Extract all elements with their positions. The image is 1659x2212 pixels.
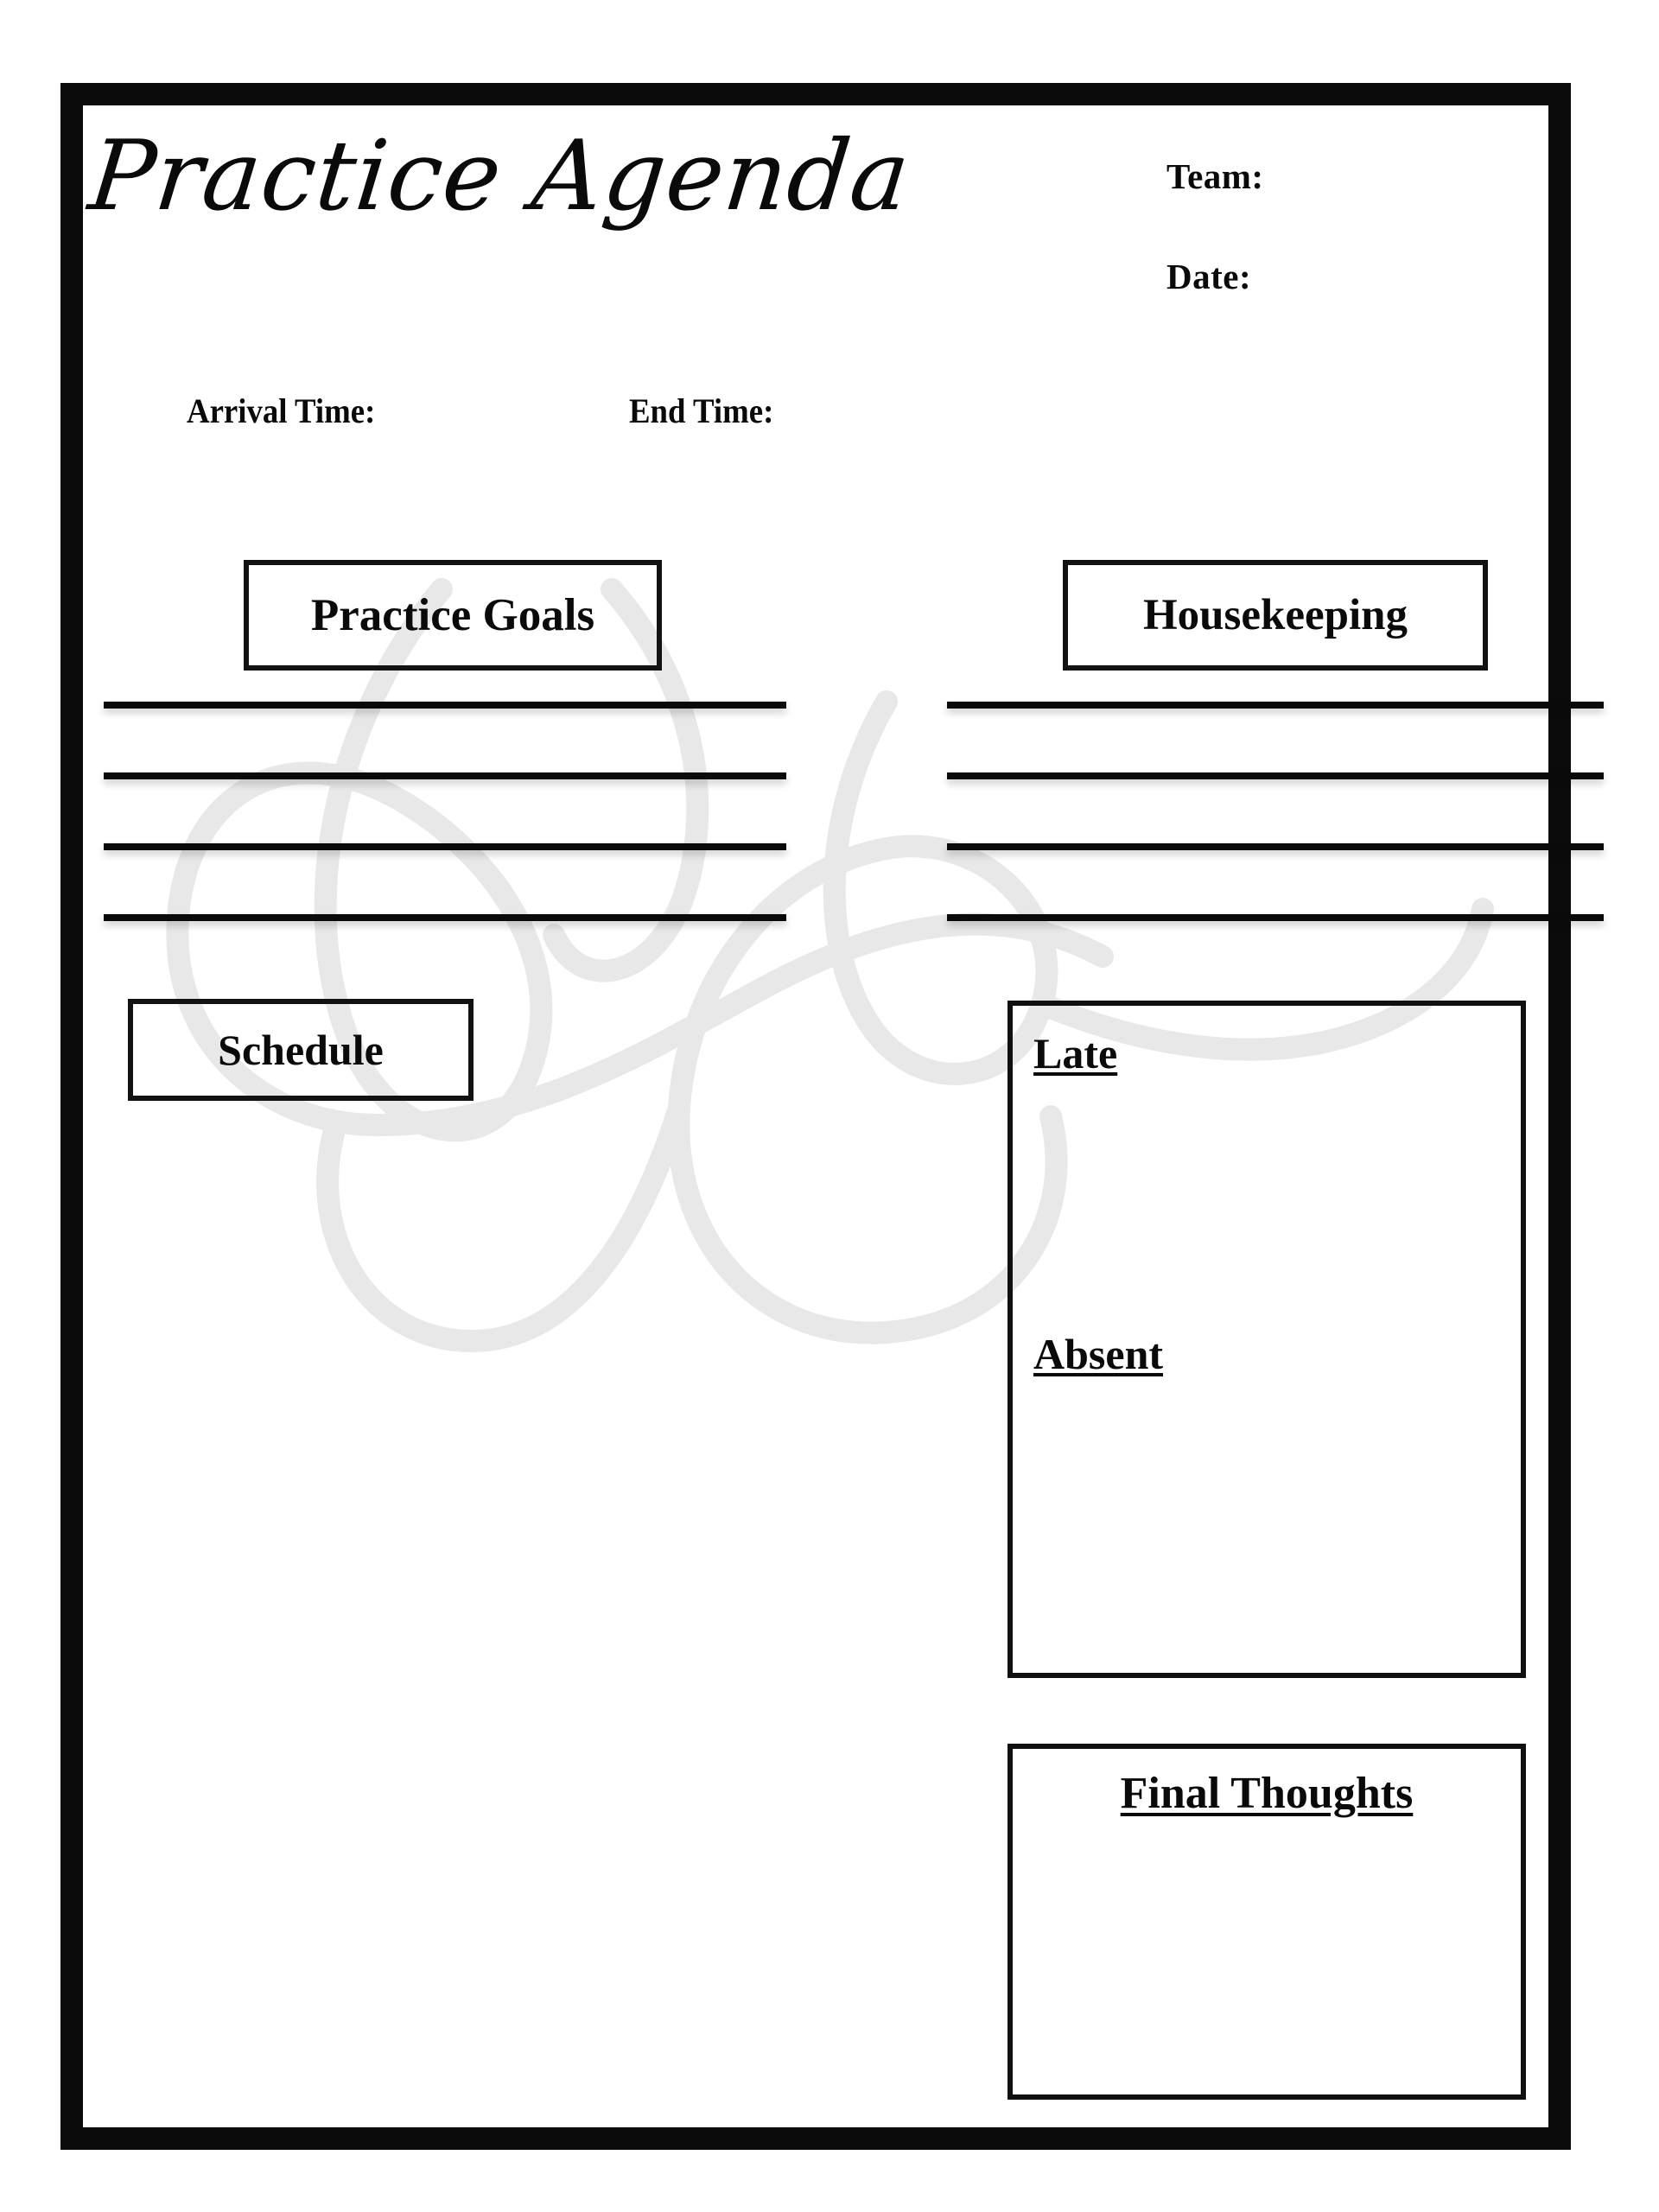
housekeeping-writing-lines <box>947 702 1604 921</box>
absent-label: Absent <box>1033 1330 1164 1378</box>
page-canvas <box>83 105 1548 2127</box>
practice-goals-writing-lines <box>104 702 786 921</box>
housekeeping-heading-box <box>1063 560 1488 671</box>
late-label: Late <box>1033 1029 1118 1077</box>
writing-line[interactable] <box>947 772 1604 779</box>
final-thoughts-heading-label: Final Thoughts <box>1120 1769 1414 1818</box>
page-title: Practice Agenda <box>84 120 916 232</box>
writing-line[interactable] <box>947 914 1604 921</box>
writing-line[interactable] <box>947 843 1604 850</box>
writing-line[interactable] <box>104 772 786 779</box>
page-content <box>83 105 1548 2127</box>
date-field-label: Date: <box>1166 257 1252 296</box>
header-meta-fields <box>1166 156 1452 297</box>
final-thoughts-box[interactable] <box>1007 1744 1526 2100</box>
practice-goals-heading-box <box>244 560 662 671</box>
practice-goals-heading-label: Practice Goals <box>310 590 595 640</box>
attendance-box[interactable] <box>1007 1001 1526 1678</box>
writing-line[interactable] <box>104 702 786 709</box>
writing-line[interactable] <box>104 843 786 850</box>
writing-line[interactable] <box>104 914 786 921</box>
writing-line[interactable] <box>947 702 1604 709</box>
arrival-time-label: Arrival Time: <box>187 391 376 430</box>
housekeeping-heading-label: Housekeeping <box>1142 591 1408 639</box>
schedule-heading-box <box>128 999 474 1101</box>
team-field-label: Team: <box>1166 156 1264 196</box>
end-time-label: End Time: <box>629 391 774 430</box>
schedule-heading-label: Schedule <box>218 1026 384 1074</box>
